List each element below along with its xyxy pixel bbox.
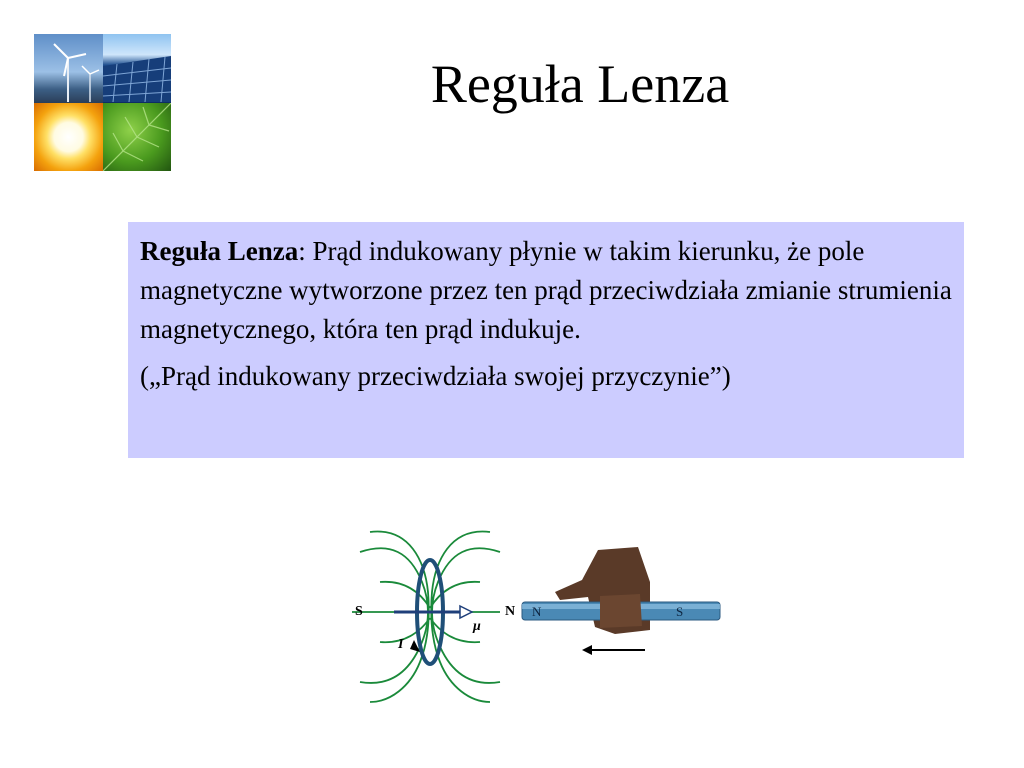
- magnet-s-label: S: [676, 604, 684, 619]
- magnet-n-label: N: [532, 604, 542, 619]
- pole-s-label: S: [355, 604, 363, 619]
- motion-arrow-icon: [582, 645, 592, 655]
- moment-arrow-icon: [460, 606, 472, 618]
- lenz-illustration: [350, 522, 730, 710]
- rule-note: („Prąd indukowany przeciwdziała swojej przyczynie”): [140, 361, 731, 391]
- slide-title: Reguła Lenza: [430, 54, 730, 114]
- moment-label: μ: [473, 619, 481, 634]
- rule-term: Reguła Lenza: [140, 236, 299, 266]
- solar-panel-image: [103, 34, 172, 103]
- current-label: I: [398, 637, 404, 652]
- definition-box: [128, 222, 964, 458]
- definition-paragraph: [140, 232, 954, 349]
- rule-definition: : Prąd indukowany płynie w takim kierunku, że pole magnetyczne wytworzone przez ten prąd przeciwdziała zmianie strumienia magnetycznego, która ten prąd indukuje.: [140, 236, 952, 344]
- wind-turbine-image: [34, 34, 103, 103]
- sun-image: [34, 103, 103, 172]
- pole-n-label: N: [505, 604, 516, 619]
- leaf-image: [103, 103, 172, 172]
- magnetic-field-lines: [352, 532, 500, 702]
- renewable-energy-logo: [34, 34, 171, 171]
